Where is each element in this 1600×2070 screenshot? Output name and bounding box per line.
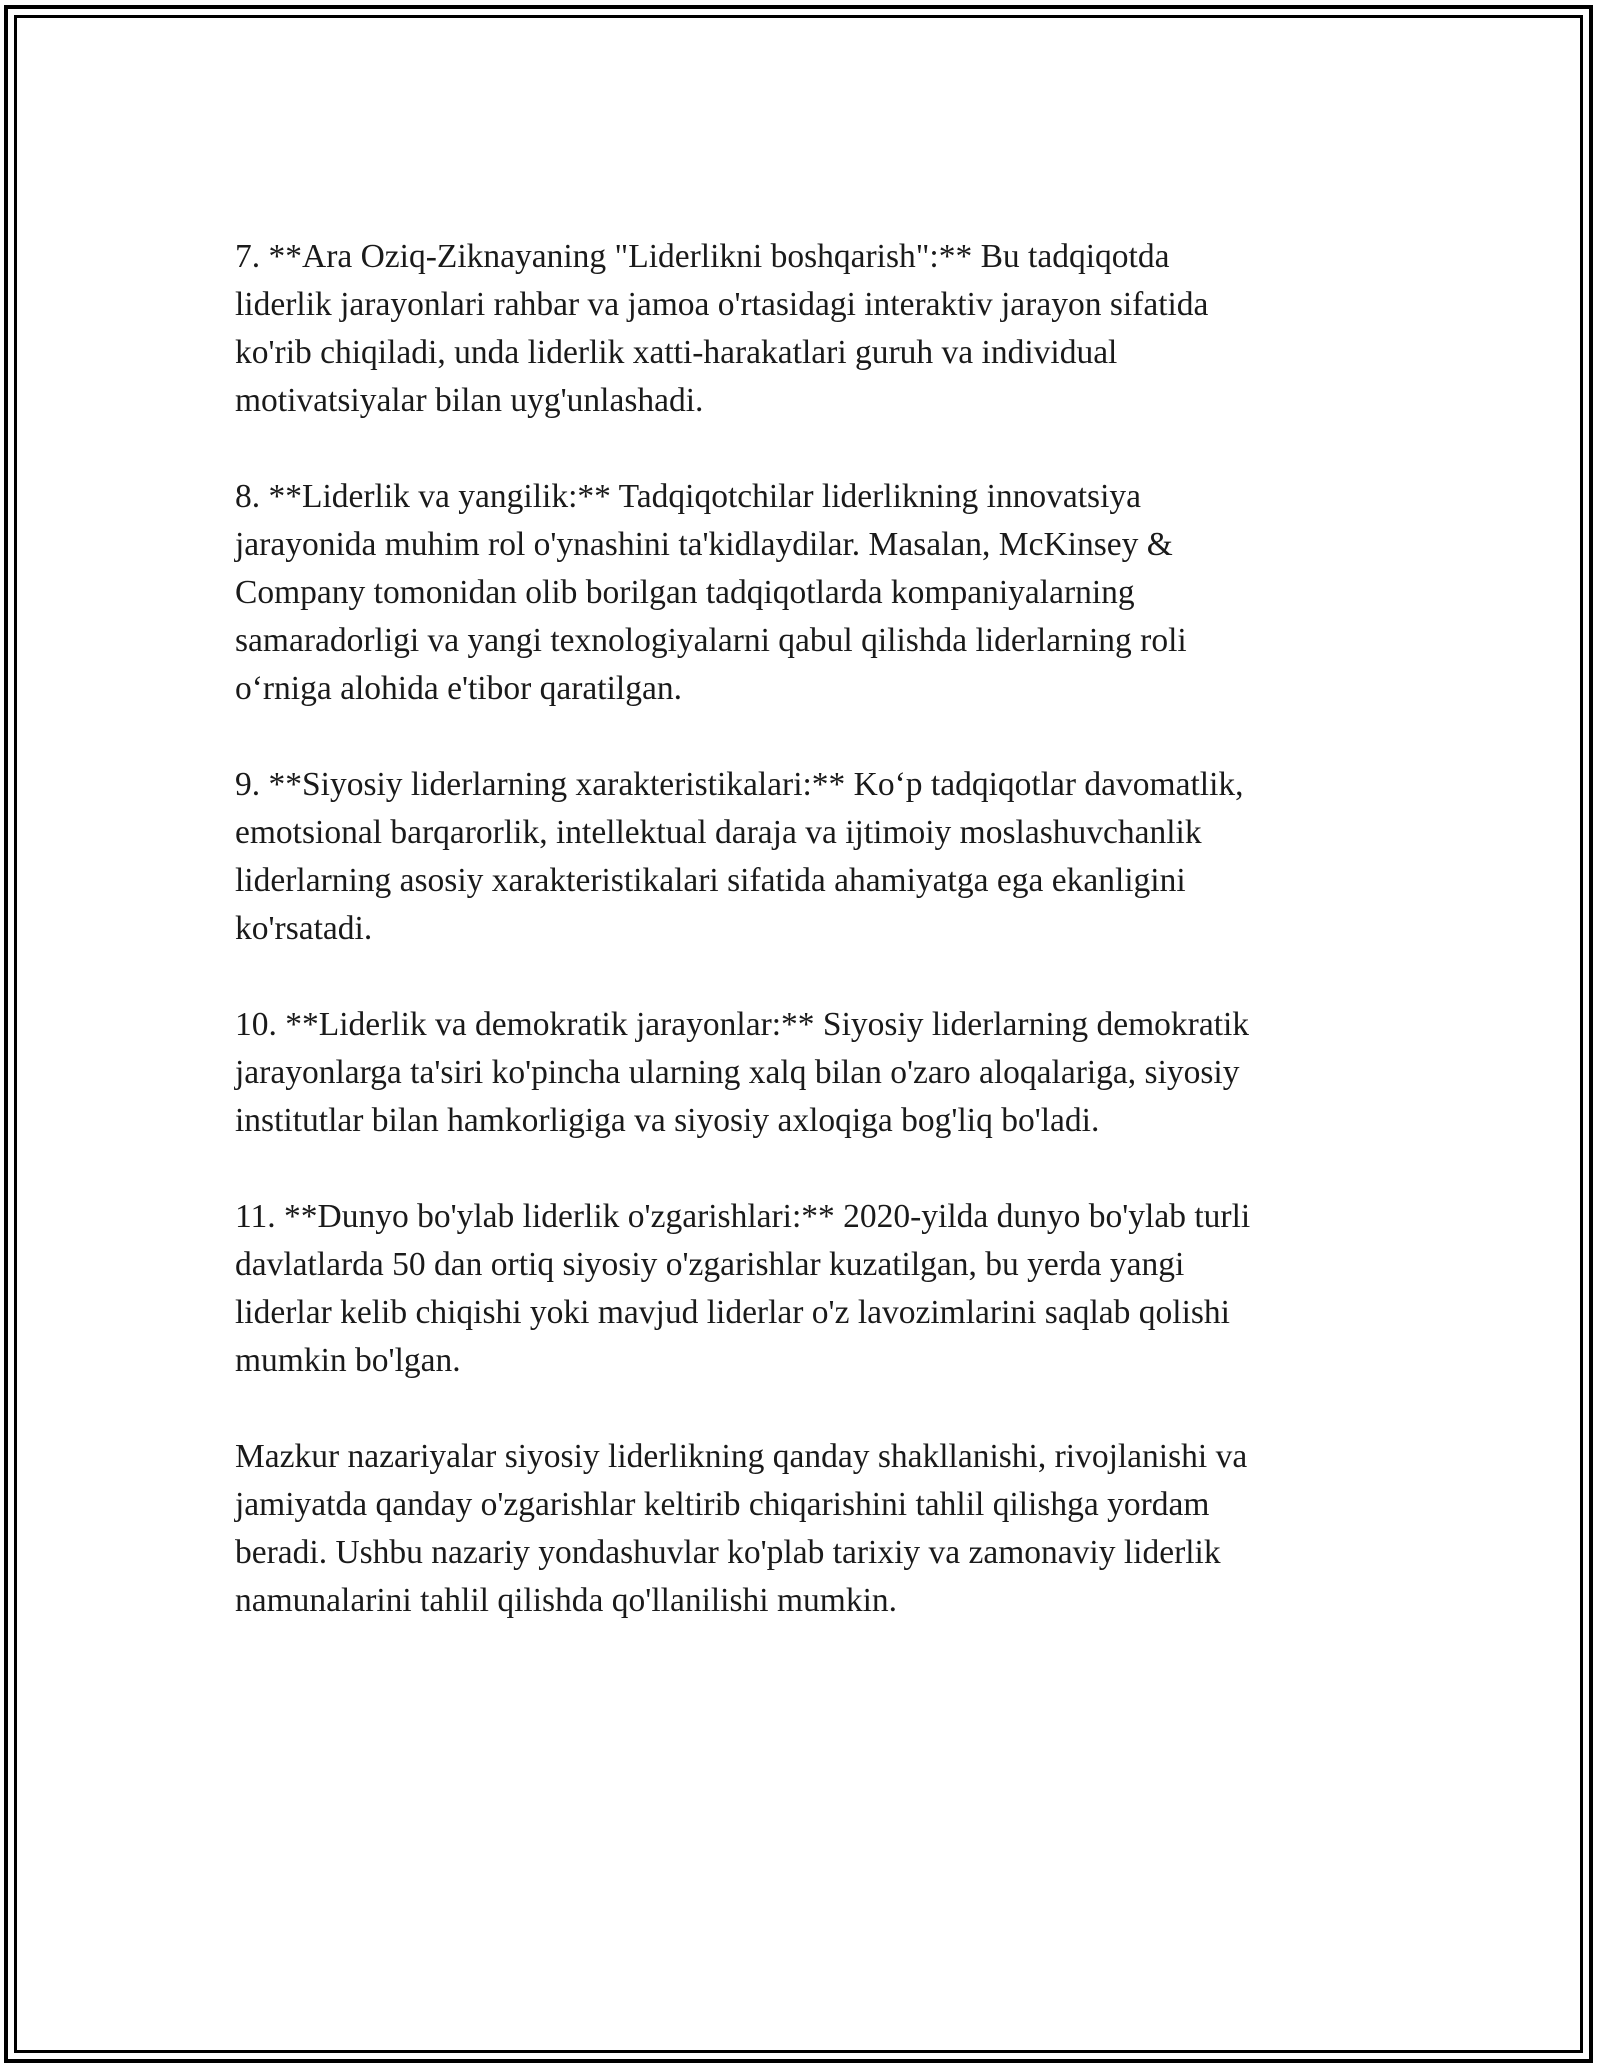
paragraph-conclusion — [235, 1433, 1375, 1625]
text-line: 10. **Liderlik va demokratik jarayonlar:** Siyosiy liderlarning demokratik — [235, 1006, 1250, 1043]
text-line: motivatsiyalar bilan uyg'unlashadi. — [235, 382, 704, 419]
document-body — [235, 233, 1375, 1673]
text-line: o‘rniga alohida e'tibor qaratilgan. — [235, 670, 682, 707]
paragraph-item-9 — [235, 761, 1375, 953]
text-line: davlatlarda 50 dan ortiq siyosiy o'zgarishlar kuzatilgan, bu yerda yangi — [235, 1246, 1185, 1283]
paragraph-item-8 — [235, 473, 1375, 713]
text-line: emotsional barqarorlik, intellektual daraja va ijtimoiy moslashuvchanlik — [235, 814, 1202, 851]
text-line: 8. **Liderlik va yangilik:** Tadqiqotchilar liderlikning innovatsiya — [235, 478, 1142, 515]
paragraph-item-10 — [235, 1001, 1375, 1145]
text-line: Company tomonidan olib borilgan tadqiqotlarda kompaniyalarning — [235, 574, 1135, 611]
text-line: 9. **Siyosiy liderlarning xarakteristikalari:** Ko‘p tadqiqotlar davomatlik, — [235, 766, 1244, 803]
text-line: jamiyatda qanday o'zgarishlar keltirib chiqarishini tahlil qilishga yordam — [235, 1486, 1210, 1523]
text-line: ko'rsatadi. — [235, 910, 373, 947]
paragraph-item-11 — [235, 1193, 1375, 1385]
text-line: ko'rib chiqiladi, unda liderlik xatti-harakatlari guruh va individual — [235, 334, 1118, 371]
text-line: beradi. Ushbu nazariy yondashuvlar ko'plab tarixiy va zamonaviy liderlik — [235, 1534, 1221, 1571]
text-line: samaradorligi va yangi texnologiyalarni qabul qilishda liderlarning roli — [235, 622, 1187, 659]
text-line: liderlarning asosiy xarakteristikalari sifatida ahamiyatga ega ekanligini — [235, 862, 1186, 899]
text-line: jarayonlarga ta'siri ko'pincha ularning xalq bilan o'zaro aloqalariga, siyosiy — [235, 1054, 1240, 1091]
text-line: liderlik jarayonlari rahbar va jamoa o'rtasidagi interaktiv jarayon sifatida — [235, 286, 1209, 323]
text-line: mumkin bo'lgan. — [235, 1342, 461, 1379]
paragraph-item-7 — [235, 233, 1375, 425]
text-line: institutlar bilan hamkorligiga va siyosiy axloqiga bog'liq bo'ladi. — [235, 1102, 1100, 1139]
text-line: liderlar kelib chiqishi yoki mavjud liderlar o'z lavozimlarini saqlab qolishi — [235, 1294, 1230, 1331]
text-line: Mazkur nazariyalar siyosiy liderlikning qanday shakllanishi, rivojlanishi va — [235, 1438, 1248, 1475]
text-line: 11. **Dunyo bo'ylab liderlik o'zgarishlari:** 2020-yilda dunyo bo'ylab turli — [235, 1198, 1251, 1235]
text-line: namunalarini tahlil qilishda qo'llanilishi mumkin. — [235, 1582, 898, 1619]
text-line: 7. **Ara Oziq-Ziknayaning "Liderlikni boshqarish":** Bu tadqiqotda — [235, 238, 1170, 275]
text-line: jarayonida muhim rol o'ynashini ta'kidlaydilar. Masalan, McKinsey & — [235, 526, 1173, 563]
